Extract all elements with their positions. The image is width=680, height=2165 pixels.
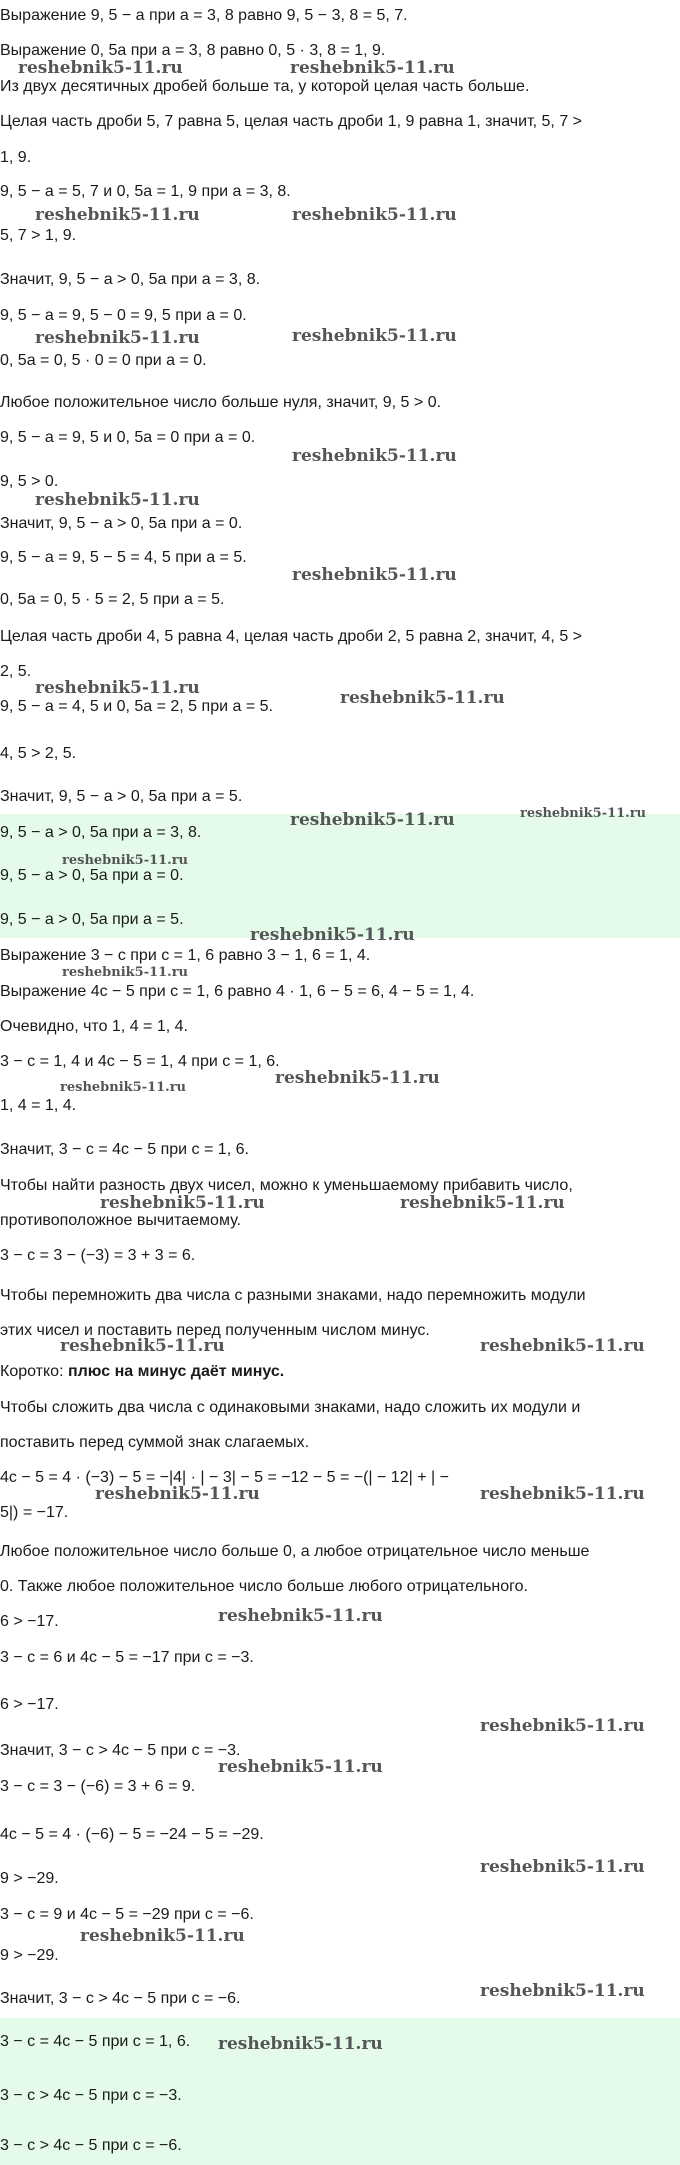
text-line: противоположное вычитаемому.	[0, 1212, 241, 1229]
text-line: Значит, 9, 5 − a > 0, 5a при a = 5.	[0, 788, 243, 805]
text-line: Из двух десятичных дробей больше та, у которой целая часть больше.	[0, 78, 530, 95]
text-line: Выражение 4c − 5 при c = 1, 6 равно 4 · 1, 6 − 5 = 6, 4 − 5 = 1, 4.	[0, 983, 475, 1000]
text-line: 0. Также любое положительное число больше любого отрицательного.	[0, 1578, 528, 1595]
watermark: reshebnik5-11.ru	[480, 1336, 645, 1356]
text-line: 9, 5 − a = 5, 7 и 0, 5a = 1, 9 при a = 3, 8.	[0, 183, 291, 200]
text-line: Любое положительное число больше нуля, значит, 9, 5 > 0.	[0, 394, 442, 411]
text-line: 0, 5a = 0, 5 · 0 = 0 при a = 0.	[0, 352, 207, 369]
watermark: reshebnik5-11.ru	[60, 1080, 187, 1095]
text-line: 6 > −17.	[0, 1696, 59, 1713]
answer-line: 9, 5 − a > 0, 5a при a = 0.	[0, 867, 184, 884]
text-line: Чтобы перемножить два числа с разными знаками, надо перемножить модули	[0, 1287, 586, 1304]
watermark: reshebnik5-11.ru	[480, 1981, 645, 2001]
text-line: 2, 5.	[0, 663, 32, 680]
watermark: reshebnik5-11.ru	[100, 1193, 265, 1213]
text-line: 5, 7 > 1, 9.	[0, 227, 77, 244]
text-line: 9, 5 − a = 9, 5 и 0, 5a = 0 при a = 0.	[0, 429, 256, 446]
text-line: Выражение 0, 5a при a = 3, 8 равно 0, 5 · 3, 8 = 1, 9.	[0, 42, 386, 59]
text-line: Любое положительное число больше 0, а любое отрицательное число меньше	[0, 1543, 590, 1560]
watermark: reshebnik5-11.ru	[35, 205, 200, 225]
watermark: reshebnik5-11.ru	[275, 1068, 440, 1088]
text-line: 9 > −29.	[0, 1870, 59, 1887]
text-line: 3 − c = 9 и 4c − 5 = −29 при c = −6.	[0, 1906, 254, 1923]
watermark: reshebnik5-11.ru	[250, 925, 415, 945]
text-line: Чтобы сложить два числа с одинаковыми знаками, надо сложить их модули и	[0, 1399, 581, 1416]
text-line: Значит, 9, 5 − a > 0, 5a при a = 0.	[0, 515, 243, 532]
text-line: Очевидно, что 1, 4 = 1, 4.	[0, 1018, 188, 1035]
answer-box	[0, 814, 680, 938]
text-line	[0, 1362, 680, 1382]
text-line: 9, 5 − a = 9, 5 − 5 = 4, 5 при a = 5.	[0, 549, 247, 566]
text-line: этих чисел и поставить перед полученным числом минус.	[0, 1322, 430, 1339]
text-line: 9 > −29.	[0, 1947, 59, 1964]
text-line: 9, 5 > 0.	[0, 473, 59, 490]
watermark: reshebnik5-11.ru	[80, 1926, 245, 1946]
text-line: 3 − c = 3 − (−3) = 3 + 3 = 6.	[0, 1247, 196, 1264]
watermark: reshebnik5-11.ru	[480, 1857, 645, 1877]
watermark: reshebnik5-11.ru	[520, 806, 647, 821]
watermark: reshebnik5-11.ru	[292, 565, 457, 585]
watermark: reshebnik5-11.ru	[290, 58, 455, 78]
watermark: reshebnik5-11.ru	[218, 1606, 383, 1626]
watermark: reshebnik5-11.ru	[480, 1484, 645, 1504]
answer-line: 9, 5 − a > 0, 5a при a = 3, 8.	[0, 824, 202, 841]
watermark: reshebnik5-11.ru	[292, 326, 457, 346]
text-line: 4c − 5 = 4 · (−3) − 5 = −|4| · | − 3| − 5 = −12 − 5 = −(| − 12| + | −	[0, 1469, 449, 1486]
text-line: 3 − c = 6 и 4c − 5 = −17 при c = −3.	[0, 1649, 254, 1666]
watermark: reshebnik5-11.ru	[400, 1193, 565, 1213]
watermark: reshebnik5-11.ru	[218, 2034, 383, 2054]
watermark: reshebnik5-11.ru	[290, 810, 455, 830]
watermark: reshebnik5-11.ru	[292, 446, 457, 466]
answer-line: 3 − c > 4c − 5 при c = −6.	[0, 2137, 182, 2154]
short-label: Коротко:	[0, 1363, 68, 1380]
watermark: reshebnik5-11.ru	[340, 688, 505, 708]
watermark: reshebnik5-11.ru	[218, 1757, 383, 1777]
text-line: 4c − 5 = 4 · (−6) − 5 = −24 − 5 = −29.	[0, 1826, 264, 1843]
watermark: reshebnik5-11.ru	[62, 965, 189, 980]
text-line: Значит, 9, 5 − a > 0, 5a при a = 3, 8.	[0, 271, 261, 288]
text-line: 0, 5a = 0, 5 · 5 = 2, 5 при a = 5.	[0, 591, 225, 608]
answer-line: 3 − c = 4c − 5 при c = 1, 6.	[0, 2033, 191, 2050]
answer-line: 3 − c > 4c − 5 при c = −3.	[0, 2087, 182, 2104]
bold-rule: плюс на минус даёт минус.	[67, 1363, 285, 1380]
text-line: Целая часть дроби 5, 7 равна 5, целая часть дроби 1, 9 равна 1, значит, 5, 7 >	[0, 113, 582, 130]
text-line: 4, 5 > 2, 5.	[0, 745, 77, 762]
watermark: reshebnik5-11.ru	[35, 678, 200, 698]
answer-line: 9, 5 − a > 0, 5a при a = 5.	[0, 911, 184, 928]
watermark: reshebnik5-11.ru	[35, 490, 200, 510]
watermark: reshebnik5-11.ru	[35, 328, 200, 348]
text-line: Значит, 3 − c = 4c − 5 при c = 1, 6.	[0, 1141, 249, 1158]
text-line: 3 − c = 1, 4 и 4c − 5 = 1, 4 при c = 1, 6.	[0, 1053, 280, 1070]
text-line: 9, 5 − a = 4, 5 и 0, 5a = 2, 5 при a = 5.	[0, 698, 273, 715]
watermark: reshebnik5-11.ru	[480, 1716, 645, 1736]
text-line: Выражение 9, 5 − a при a = 3, 8 равно 9, 5 − 3, 8 = 5, 7.	[0, 7, 408, 24]
watermark: reshebnik5-11.ru	[60, 1336, 225, 1356]
text-line: 6 > −17.	[0, 1613, 59, 1630]
text-line: 1, 4 = 1, 4.	[0, 1097, 77, 1114]
text-line: поставить перед суммой знак слагаемых.	[0, 1434, 310, 1451]
text-line: Выражение 3 − c при c = 1, 6 равно 3 − 1, 6 = 1, 4.	[0, 947, 371, 964]
text-line: 9, 5 − a = 9, 5 − 0 = 9, 5 при a = 0.	[0, 307, 247, 324]
watermark: reshebnik5-11.ru	[292, 205, 457, 225]
text-line: Чтобы найти разность двух чисел, можно к уменьшаемому прибавить число,	[0, 1177, 573, 1194]
text-line: Значит, 3 − c > 4c − 5 при c = −6.	[0, 1990, 241, 2007]
text-line: Значит, 3 − c > 4c − 5 при c = −3.	[0, 1742, 241, 1759]
watermark: reshebnik5-11.ru	[18, 58, 183, 78]
text-line: 3 − c = 3 − (−6) = 3 + 6 = 9.	[0, 1778, 196, 1795]
text-line: 1, 9.	[0, 149, 32, 166]
text-line: 5|) = −17.	[0, 1504, 69, 1521]
watermark: reshebnik5-11.ru	[95, 1484, 260, 1504]
text-line: Целая часть дроби 4, 5 равна 4, целая часть дроби 2, 5 равна 2, значит, 4, 5 >	[0, 628, 582, 645]
watermark: reshebnik5-11.ru	[62, 853, 189, 868]
